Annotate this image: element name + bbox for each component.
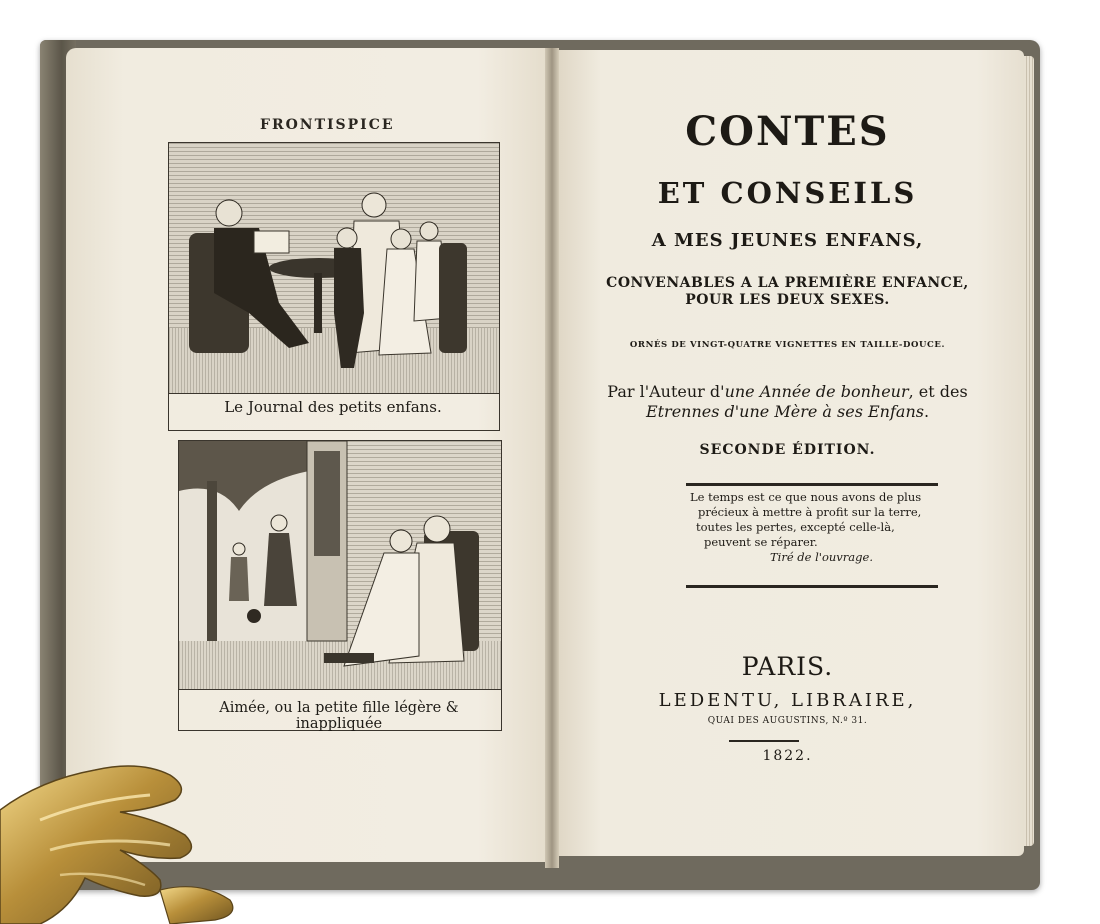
epigraph-line-1: Le temps est ce que nous avons de plus [690, 490, 922, 504]
epigraph-line-4: peuvent se réparer. [704, 535, 818, 549]
title-line-4 [560, 275, 1015, 309]
author-work-1: une Année de bonheur [724, 382, 909, 401]
rule-bottom [686, 585, 938, 588]
epigraph-line-2: précieux à mettre à profit sur la terre, [698, 505, 922, 519]
title-line-3: A MES JEUNES ENFANS, [651, 230, 924, 251]
epigraph [690, 490, 940, 565]
book-title: CONTES [685, 108, 890, 155]
engraving-garden-lesson [178, 440, 502, 690]
author-end: . [923, 402, 930, 421]
title-line-4b: POUR LES DEUX SEXES. [685, 292, 890, 308]
edition-line: SECONDE ÉDITION. [699, 442, 876, 458]
engraving-family-reading [168, 142, 500, 394]
rule-top [686, 483, 938, 486]
frontispice-heading: FRONTISPICE [260, 117, 395, 133]
author-line [560, 382, 1015, 422]
book-gutter [545, 48, 559, 868]
author-work-2: Etrennes d'une Mère à ses Enfans [645, 402, 924, 421]
epigraph-line-3: toutes les pertes, excepté celle-là, [696, 520, 895, 534]
imprint-year: 1822. [762, 748, 813, 764]
book-subtitle: ET CONSEILS [657, 176, 918, 210]
imprint-city: PARIS. [741, 652, 834, 681]
caption-bottom: Aimée, ou la petite fille légère & inappliquée [219, 700, 459, 732]
imprint-publisher: LEDENTU, LIBRAIRE, [658, 690, 917, 711]
title-line-4a: CONVENABLES A LA PREMIÈRE ENFANCE, [606, 275, 969, 291]
illustrations-note: ORNÉS DE VINGT-QUATRE VIGNETTES EN TAILLE-DOUCE. [629, 340, 946, 350]
caption-top: Le Journal des petits enfans. [224, 398, 442, 416]
imprint-address: QUAI DES AUGUSTINS, N.º 31. [707, 716, 868, 726]
author-prefix: Par l'Auteur d' [607, 382, 725, 401]
brass-hand-clip-icon [0, 740, 260, 924]
author-mid: , et des [908, 382, 968, 401]
rule-imprint [729, 740, 799, 742]
epigraph-source: Tiré de l'ouvrage. [770, 550, 873, 564]
